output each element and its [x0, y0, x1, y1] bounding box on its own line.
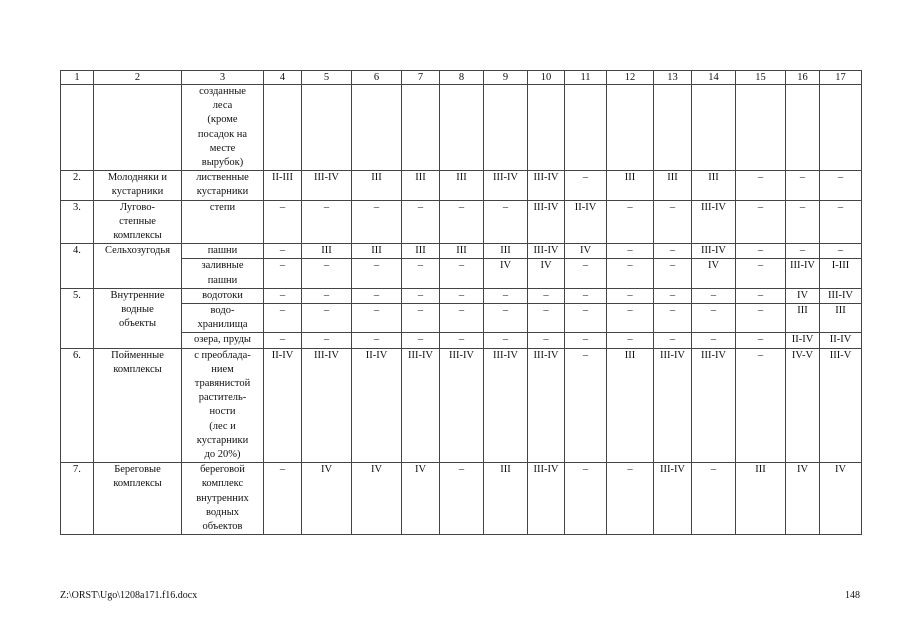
column-header-4: 4: [264, 71, 302, 85]
row-number: 5.: [61, 288, 94, 348]
table-cell: –: [484, 333, 528, 348]
table-cell: –: [440, 259, 484, 288]
table-cell: [692, 85, 736, 171]
table-row: [61, 171, 862, 200]
group-name: Сельхозугодья: [94, 244, 182, 289]
table-cell: –: [692, 463, 736, 535]
table-cell: –: [440, 304, 484, 333]
table-cell: –: [484, 304, 528, 333]
table-cell: III-IV: [786, 259, 820, 288]
table-cell: –: [736, 333, 786, 348]
landscape-type: водо- хранилища: [182, 304, 264, 333]
table-row: [61, 288, 862, 303]
table-cell: –: [607, 200, 654, 244]
column-header-8: 8: [440, 71, 484, 85]
table-cell: –: [654, 200, 692, 244]
table-cell: –: [352, 200, 402, 244]
table-cell: [654, 85, 692, 171]
table-cell: –: [440, 333, 484, 348]
table-cell: III-IV: [402, 348, 440, 463]
landscape-type: степи: [182, 200, 264, 244]
table-cell: –: [302, 333, 352, 348]
table-cell: [302, 85, 352, 171]
table-cell: –: [786, 171, 820, 200]
table-cell: –: [607, 259, 654, 288]
table-cell: [484, 85, 528, 171]
table-cell: –: [654, 333, 692, 348]
table-cell: –: [565, 348, 607, 463]
table-cell: –: [402, 304, 440, 333]
table-cell: III: [402, 244, 440, 259]
table-cell: –: [820, 200, 862, 244]
table-cell: III-IV: [528, 200, 565, 244]
table-cell: [528, 85, 565, 171]
column-header-6: 6: [352, 71, 402, 85]
table-cell: –: [440, 288, 484, 303]
table-cell: III: [352, 244, 402, 259]
table-cell: –: [402, 200, 440, 244]
table-cell: [820, 85, 862, 171]
table-cell: III: [786, 304, 820, 333]
table-cell: –: [264, 200, 302, 244]
table-cell: III-IV: [692, 244, 736, 259]
table-cell: III-IV: [528, 244, 565, 259]
row-number: 4.: [61, 244, 94, 289]
table-row: [61, 304, 862, 333]
landscape-type: береговой комплекс внутренних водных объектов: [182, 463, 264, 535]
header-row: [61, 71, 862, 85]
table-cell: –: [302, 288, 352, 303]
table-cell: III: [302, 244, 352, 259]
table-cell: –: [264, 288, 302, 303]
landscape-type: с преоблада- нием травянистой раститель- ности (лес и кустарники до 20%): [182, 348, 264, 463]
table-row: [61, 259, 862, 288]
footer-page-number: 148: [845, 590, 860, 601]
row-number: [61, 85, 94, 171]
table-cell: II-III: [264, 171, 302, 200]
table-cell: –: [565, 288, 607, 303]
landscape-type: созданные леса (кроме посадок на месте вырубок): [182, 85, 264, 171]
table-cell: III-IV: [440, 348, 484, 463]
table-cell: II-IV: [264, 348, 302, 463]
table-cell: III-IV: [528, 171, 565, 200]
table-cell: [402, 85, 440, 171]
table-cell: –: [736, 348, 786, 463]
table-cell: –: [440, 463, 484, 535]
table-cell: –: [565, 463, 607, 535]
column-header-17: 17: [820, 71, 862, 85]
table-cell: –: [654, 288, 692, 303]
table-cell: –: [607, 304, 654, 333]
column-header-7: 7: [402, 71, 440, 85]
column-header-10: 10: [528, 71, 565, 85]
column-header-9: 9: [484, 71, 528, 85]
table-cell: –: [736, 288, 786, 303]
column-header-11: 11: [565, 71, 607, 85]
table-cell: [786, 85, 820, 171]
table-cell: –: [528, 304, 565, 333]
table-cell: –: [607, 463, 654, 535]
table-cell: IV: [820, 463, 862, 535]
table-cell: –: [484, 200, 528, 244]
data-table: [60, 70, 862, 535]
table-cell: –: [402, 259, 440, 288]
table-cell: –: [565, 171, 607, 200]
table-row: [61, 348, 862, 463]
table-cell: –: [607, 244, 654, 259]
table-cell: III-IV: [302, 171, 352, 200]
table-cell: III: [607, 171, 654, 200]
table-cell: –: [607, 333, 654, 348]
table-row: [61, 244, 862, 259]
table-cell: III-IV: [692, 200, 736, 244]
table-cell: –: [402, 288, 440, 303]
table-cell: –: [402, 333, 440, 348]
column-header-15: 15: [736, 71, 786, 85]
table-cell: –: [565, 333, 607, 348]
table-cell: –: [528, 333, 565, 348]
table-cell: I-III: [820, 259, 862, 288]
table-cell: IV: [302, 463, 352, 535]
table-cell: III-IV: [820, 288, 862, 303]
table-cell: IV: [786, 463, 820, 535]
table-cell: –: [736, 259, 786, 288]
table-cell: –: [352, 288, 402, 303]
column-header-3: 3: [182, 71, 264, 85]
group-name: Молодняки и кустарники: [94, 171, 182, 200]
table-cell: [352, 85, 402, 171]
landscape-type: водотоки: [182, 288, 264, 303]
table-cell: –: [736, 200, 786, 244]
table-cell: II-IV: [565, 200, 607, 244]
group-name: Пойменные комплексы: [94, 348, 182, 463]
table-cell: III: [352, 171, 402, 200]
column-header-13: 13: [654, 71, 692, 85]
table-cell: –: [820, 171, 862, 200]
table-cell: [440, 85, 484, 171]
footer-file-path: Z:\ORST\Ugo\1208a171.f16.docx: [60, 590, 198, 601]
table-cell: IV: [565, 244, 607, 259]
table-cell: IV: [352, 463, 402, 535]
table-cell: –: [352, 304, 402, 333]
table-cell: –: [264, 259, 302, 288]
table-cell: –: [786, 244, 820, 259]
table-cell: II-IV: [786, 333, 820, 348]
table-cell: –: [264, 304, 302, 333]
landscape-type: озера, пруды: [182, 333, 264, 348]
table-row: [61, 463, 862, 535]
table-row: [61, 85, 862, 171]
table-cell: III-IV: [528, 348, 565, 463]
table-cell: –: [654, 304, 692, 333]
table-cell: III: [654, 171, 692, 200]
table-cell: III: [820, 304, 862, 333]
table-cell: –: [352, 333, 402, 348]
table-cell: –: [607, 288, 654, 303]
table-cell: III: [484, 463, 528, 535]
table-cell: III-IV: [692, 348, 736, 463]
table-cell: –: [654, 259, 692, 288]
table-cell: –: [692, 304, 736, 333]
table-cell: II-IV: [352, 348, 402, 463]
row-number: 2.: [61, 171, 94, 200]
table-cell: –: [786, 200, 820, 244]
table-row: [61, 333, 862, 348]
table-cell: IV: [692, 259, 736, 288]
column-header-5: 5: [302, 71, 352, 85]
landscape-type: заливные пашни: [182, 259, 264, 288]
table-cell: –: [654, 244, 692, 259]
table-cell: IV: [528, 259, 565, 288]
table-cell: [565, 85, 607, 171]
table-cell: –: [736, 244, 786, 259]
group-name: [94, 85, 182, 171]
table-cell: IV: [402, 463, 440, 535]
table-cell: III-IV: [302, 348, 352, 463]
table-cell: III-IV: [484, 348, 528, 463]
column-header-12: 12: [607, 71, 654, 85]
column-header-2: 2: [94, 71, 182, 85]
table-cell: III-V: [820, 348, 862, 463]
table-cell: [607, 85, 654, 171]
table-cell: III: [484, 244, 528, 259]
column-header-16: 16: [786, 71, 820, 85]
table-cell: –: [302, 259, 352, 288]
table-cell: –: [264, 244, 302, 259]
column-header-1: 1: [61, 71, 94, 85]
table-cell: III-IV: [654, 463, 692, 535]
table-row: [61, 200, 862, 244]
table-cell: –: [302, 200, 352, 244]
table-cell: –: [264, 463, 302, 535]
table-cell: IV: [484, 259, 528, 288]
table-cell: –: [528, 288, 565, 303]
table-cell: [736, 85, 786, 171]
row-number: 7.: [61, 463, 94, 535]
table-cell: III: [440, 171, 484, 200]
table-cell: –: [820, 244, 862, 259]
landscape-type: пашни: [182, 244, 264, 259]
table-cell: –: [352, 259, 402, 288]
table-cell: III: [736, 463, 786, 535]
table-cell: III: [440, 244, 484, 259]
table-cell: –: [692, 288, 736, 303]
table-cell: III-IV: [528, 463, 565, 535]
landscape-type: лиственные кустарники: [182, 171, 264, 200]
table-cell: III: [692, 171, 736, 200]
table-cell: [264, 85, 302, 171]
table-cell: III: [402, 171, 440, 200]
group-name: Лугово- степные комплексы: [94, 200, 182, 244]
table-cell: –: [440, 200, 484, 244]
table-cell: III-IV: [484, 171, 528, 200]
table-cell: –: [565, 259, 607, 288]
group-name: Внутренние водные объекты: [94, 288, 182, 348]
table-cell: –: [484, 288, 528, 303]
table-cell: –: [692, 333, 736, 348]
table-cell: IV: [786, 288, 820, 303]
row-number: 3.: [61, 200, 94, 244]
table-cell: II-IV: [820, 333, 862, 348]
table-cell: –: [736, 304, 786, 333]
table-cell: IV-V: [786, 348, 820, 463]
column-header-14: 14: [692, 71, 736, 85]
table-cell: –: [264, 333, 302, 348]
table-cell: –: [565, 304, 607, 333]
row-number: 6.: [61, 348, 94, 463]
table-cell: III-IV: [654, 348, 692, 463]
table-cell: –: [302, 304, 352, 333]
table-cell: III: [607, 348, 654, 463]
table-cell: –: [736, 171, 786, 200]
group-name: Береговые комплексы: [94, 463, 182, 535]
